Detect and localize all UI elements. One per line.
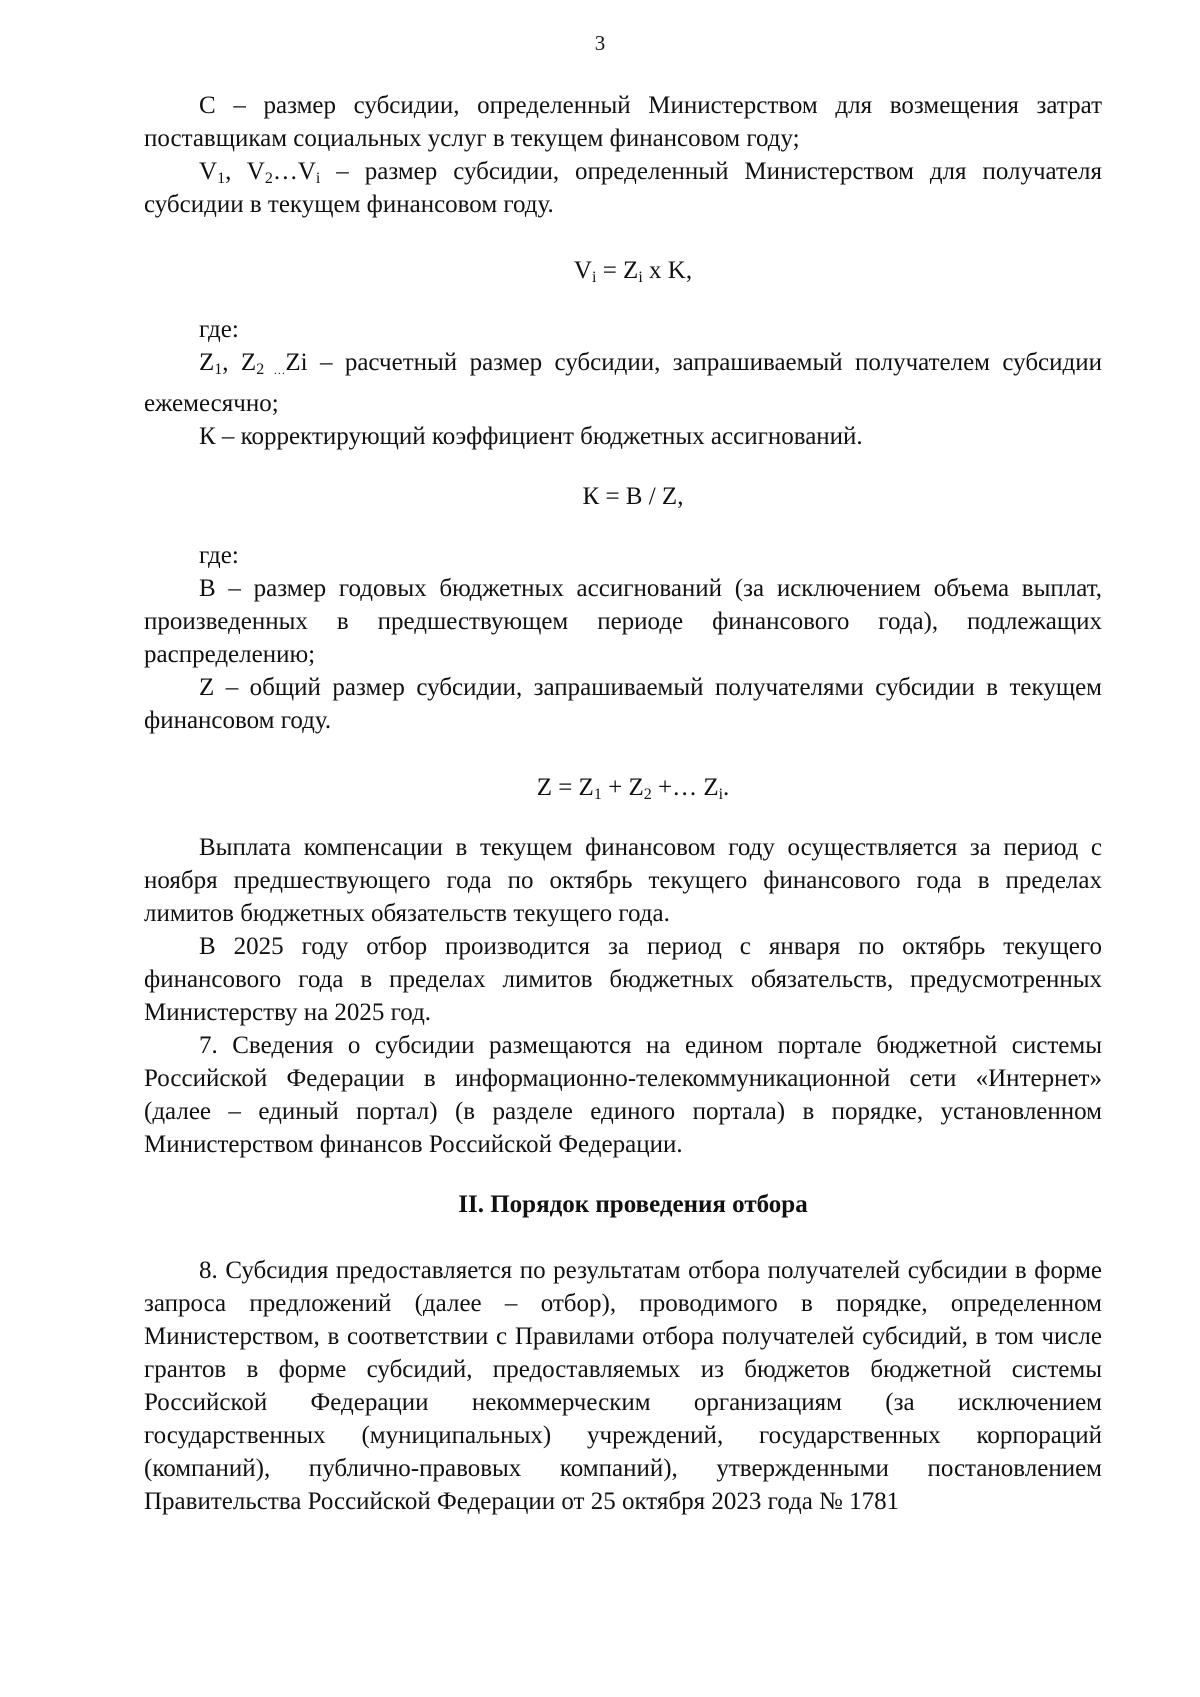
- paragraph-payment: Выплата компенсации в текущем финансовом году осуществляется за период с ноября предшествующего года по октябрь текущего финансового года в пределах лимитов бюджетных обязательств текущего года.: [144, 834, 1102, 927]
- formula-k: К = В / Z,: [582, 483, 684, 510]
- paragraph-v-definition: $V_1$, $V_2\dots V_i$ – размер субсидии, определенный Министерством для получателя субсидии в текущем финансовом году.: [144, 158, 1102, 218]
- paragraph-item-7: 7. Сведения о субсидии размещаются на едином портале бюджетной системы Российской Федерации в информационно-телекоммуникационной сети «Интернет» (далее – единый портал) (в разделе единого портала) в порядке, установленном Министерством финансов Российской Федерации.: [144, 1032, 1102, 1158]
- page-number: 3: [594, 31, 606, 55]
- formula-vi: $V_i = Z_i$ x K,: [573, 257, 693, 286]
- paragraph-k-definition: К – корректирующий коэффициент бюджетных ассигнований.: [199, 423, 863, 450]
- paragraph-z-definition: $Z_1$, $Z_2$ …Zi – расчетный размер субсидии, запрашиваемый получателем субсидии ежемесячно;: [144, 349, 1102, 417]
- paragraph-2025: В 2025 году отбор производится за период с января по октябрь текущего финансового года в пределах лимитов бюджетных обязательств, предусмотренных Министерству на 2025 год.: [144, 933, 1102, 1026]
- section-heading: II. Порядок проведения отбора: [458, 1191, 808, 1218]
- where-label-1: где:: [199, 316, 239, 343]
- paragraph-item-8: 8. Субсидия предоставляется по результатам отбора получателей субсидии в форме запроса предложений (далее – отбор), проводимого в порядке, определенном Министерством, в соответствии с Правилами отбора получателей субсидий, в том числе грантов в форме субсидий, предоставляемых из бюджетов бюджетной системы Российской Федерации некоммерческим организациям (за исключением государственных (муниципальных) учреждений, государственных корпораций (компаний), публично-правовых компаний), утвержденными постановлением Правительства Российской Федерации от 25 октября 2023 года № 1781: [144, 1257, 1102, 1515]
- paragraph-c-definition: С – размер субсидии, определенный Министерством для возмещения затрат поставщикам социальных услуг в текущем финансовом году;: [144, 92, 1102, 152]
- paragraph-b-definition: В – размер годовых бюджетных ассигнований (за исключением объема выплат, произведенных в предшествующем периоде финансового года), подлежащих распределению;: [144, 575, 1102, 668]
- where-label-2: где:: [199, 542, 239, 569]
- formula-z-sum: $Z = Z_1 + Z_2$ +… $Z_i$.: [536, 774, 730, 803]
- document-body: [144, 89, 1102, 1518]
- paragraph-z-total-definition: Z – общий размер субсидии, запрашиваемый получателями субсидии в текущем финансовом году.: [144, 674, 1102, 734]
